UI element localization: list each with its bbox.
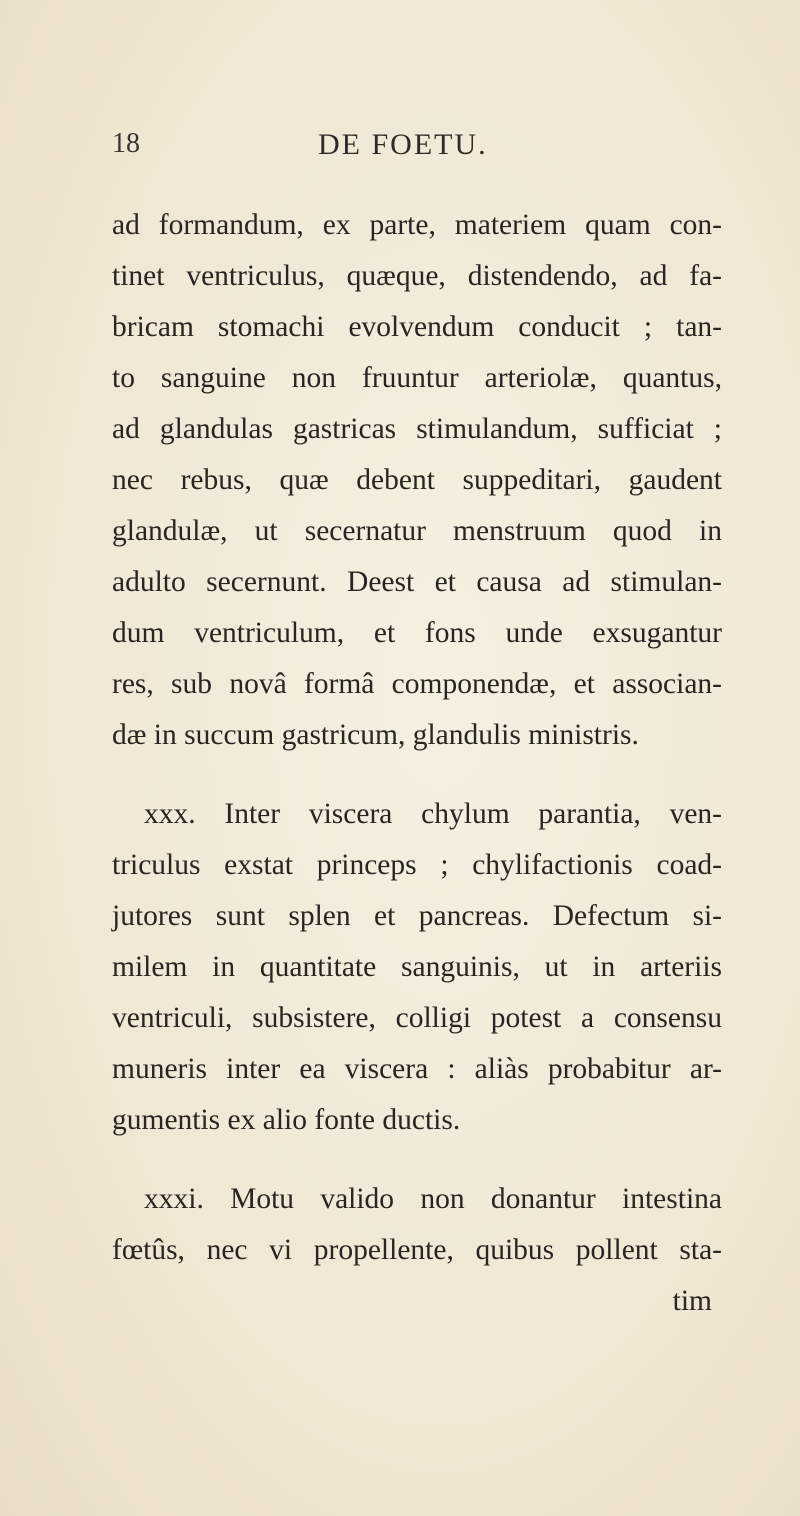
text-line: milem in quantitate sanguinis, ut in arteriis <box>112 951 722 983</box>
text-line: nec rebus, quæ debent suppeditari, gaudent <box>112 464 722 496</box>
body-text <box>112 200 722 1327</box>
text-line: triculus exstat princeps ; chylifactionis coad- <box>112 849 722 881</box>
text-line: res, sub novâ formâ componendæ, et associan- <box>112 668 722 700</box>
text-line: bricam stomachi evolvendum conducit ; tan- <box>112 311 722 343</box>
text-line: muneris inter ea viscera : aliàs probabitur ar- <box>112 1053 722 1085</box>
text-line: xxxi. Motu valido non donantur intestina <box>144 1183 722 1215</box>
page-number: 18 <box>112 128 140 159</box>
page-header <box>0 128 800 172</box>
text-line: glandulæ, ut secernatur menstruum quod in <box>112 515 722 547</box>
text-line: gumentis ex alio fonte ductis. <box>112 1104 461 1136</box>
text-line: ad formandum, ex parte, materiem quam con- <box>112 209 722 241</box>
text-line: adulto secernunt. Deest et causa ad stimulan- <box>112 566 722 598</box>
running-head: DE FOETU. <box>318 128 488 161</box>
catchword: tim <box>672 1285 712 1317</box>
text-line: ventriculi, subsistere, colligi potest a consensu <box>112 1002 722 1034</box>
paragraph-1 <box>112 200 722 761</box>
paragraph-xxx <box>112 789 722 1146</box>
text-line: dum ventriculum, et fons unde exsugantur <box>112 617 722 649</box>
text-line: to sanguine non fruuntur arteriolæ, quantus, <box>112 362 722 394</box>
text-line: ad glandulas gastricas stimulandum, sufficiat ; <box>112 413 722 445</box>
text-line: dæ in succum gastricum, glandulis ministris. <box>112 719 639 751</box>
text-line: jutores sunt splen et pancreas. Defectum si- <box>112 900 722 932</box>
text-line: tinet ventriculus, quæque, distendendo, ad fa- <box>112 260 722 292</box>
text-line: xxx. Inter viscera chylum parantia, ven- <box>144 798 722 830</box>
paragraph-xxxi <box>112 1174 722 1276</box>
text-line: fœtûs, nec vi propellente, quibus pollent sta- <box>112 1234 722 1266</box>
